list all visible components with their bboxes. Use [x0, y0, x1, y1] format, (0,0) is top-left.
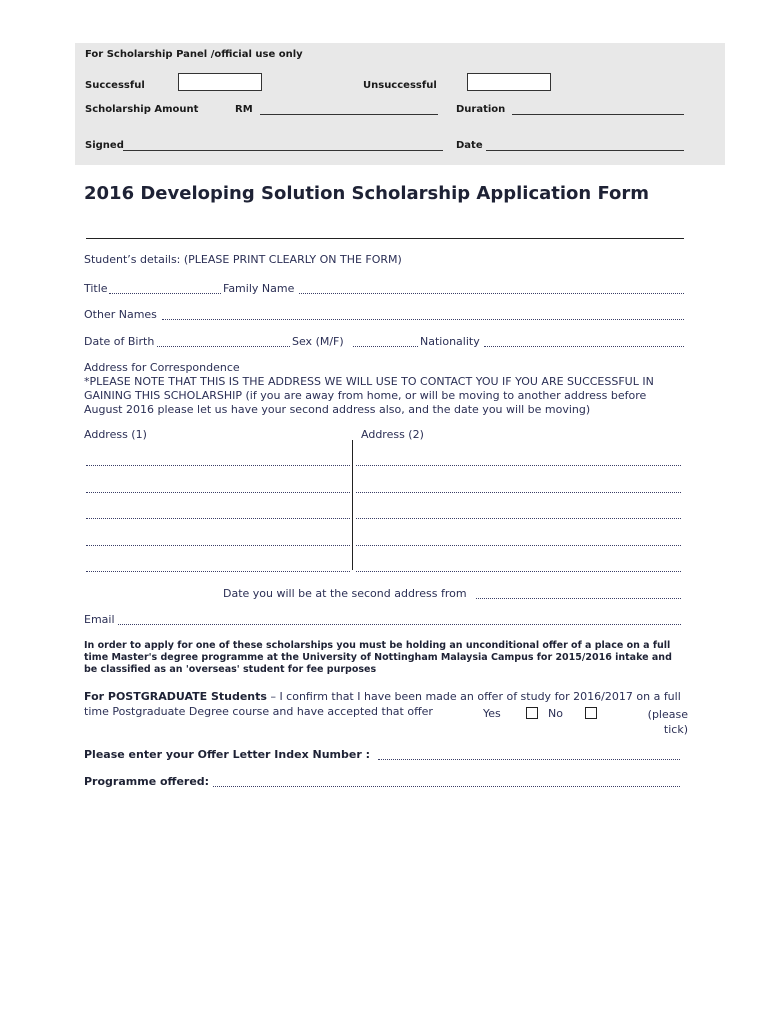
- address1-line[interactable]: [86, 545, 350, 546]
- second-address-date-label: Date you will be at the second address from: [223, 587, 467, 600]
- students-details-heading: Student’s details: (PLEASE PRINT CLEARLY ON THE FORM): [84, 253, 402, 266]
- title-label: Title: [84, 282, 108, 295]
- family-name-field[interactable]: [299, 293, 684, 294]
- address-heading: Address for Correspondence: [84, 361, 240, 374]
- date-of-birth-field[interactable]: [157, 346, 290, 347]
- sex-label: Sex (M/F): [292, 335, 344, 348]
- successful-label: Successful: [85, 80, 145, 91]
- panel-header: For Scholarship Panel /official use only: [85, 49, 303, 60]
- other-names-field[interactable]: [162, 319, 684, 320]
- unsuccessful-box[interactable]: [467, 73, 551, 91]
- yes-label: Yes: [483, 707, 501, 720]
- address2-line[interactable]: [356, 545, 681, 546]
- postgraduate-text: – I confirm that I have been made an offer of study for 2016/2017 on a full time Postgraduate Degree course and have accepted that offer: [84, 690, 681, 718]
- title-divider: [86, 238, 684, 239]
- signed-label: Signed: [85, 140, 124, 151]
- no-label: No: [548, 707, 563, 720]
- email-label: Email: [84, 613, 115, 626]
- requirement-note: In order to apply for one of these scholarships you must be holding an unconditional offer of a place on a full time Master's degree programme at the University of Nottingham Malaysia Campus for 2015/2016 intake and be classified as an 'overseas' student for fee purposes: [84, 640, 672, 675]
- offer-letter-field[interactable]: [378, 759, 680, 760]
- title-field[interactable]: [109, 293, 221, 294]
- offer-letter-label: Please enter your Offer Letter Index Number :: [84, 748, 370, 761]
- successful-box[interactable]: [178, 73, 262, 91]
- address1-line[interactable]: [86, 465, 350, 466]
- duration-field[interactable]: [512, 114, 684, 115]
- date-of-birth-label: Date of Birth: [84, 335, 155, 348]
- no-checkbox[interactable]: [585, 707, 597, 719]
- yes-checkbox[interactable]: [526, 707, 538, 719]
- family-name-label: Family Name: [223, 282, 295, 295]
- programme-label: Programme offered:: [84, 775, 210, 788]
- other-names-label: Other Names: [84, 308, 157, 321]
- scholarship-amount-label: Scholarship Amount: [85, 104, 199, 115]
- address2-line[interactable]: [356, 518, 681, 519]
- address1-line[interactable]: [86, 571, 350, 572]
- nationality-label: Nationality: [420, 335, 480, 348]
- signed-field[interactable]: [123, 150, 443, 151]
- postgraduate-lead: For POSTGRADUATE Students: [84, 690, 267, 703]
- rm-label: RM: [235, 104, 253, 115]
- address-column-divider: [352, 440, 353, 570]
- email-field[interactable]: [118, 624, 681, 625]
- nationality-field[interactable]: [484, 346, 684, 347]
- duration-label: Duration: [456, 104, 506, 115]
- date-field[interactable]: [486, 150, 684, 151]
- programme-field[interactable]: [213, 786, 680, 787]
- address2-line[interactable]: [356, 465, 681, 466]
- address-note: *PLEASE NOTE THAT THIS IS THE ADDRESS WE WILL USE TO CONTACT YOU IF YOU ARE SUCCESSFUL IN GAINING THIS SCHOLARSHIP (if you are away from home, or will be moving to another address before August 2016 please let us have your second address also, and the date you will be moving): [84, 375, 654, 416]
- address2-line[interactable]: [356, 571, 681, 572]
- postgraduate-confirmation: [84, 689, 688, 719]
- address2-label: Address (2): [361, 428, 424, 441]
- address2-line[interactable]: [356, 492, 681, 493]
- please-tick-label: (please tick): [647, 708, 688, 736]
- scholarship-amount-field[interactable]: [260, 114, 438, 115]
- address1-line[interactable]: [86, 492, 350, 493]
- address1-label: Address (1): [84, 428, 147, 441]
- address1-line[interactable]: [86, 518, 350, 519]
- page-title: 2016 Developing Solution Scholarship Application Form: [84, 183, 650, 204]
- unsuccessful-label: Unsuccessful: [363, 80, 437, 91]
- sex-field[interactable]: [353, 346, 418, 347]
- date-label: Date: [456, 140, 483, 151]
- second-address-date-field[interactable]: [476, 598, 681, 599]
